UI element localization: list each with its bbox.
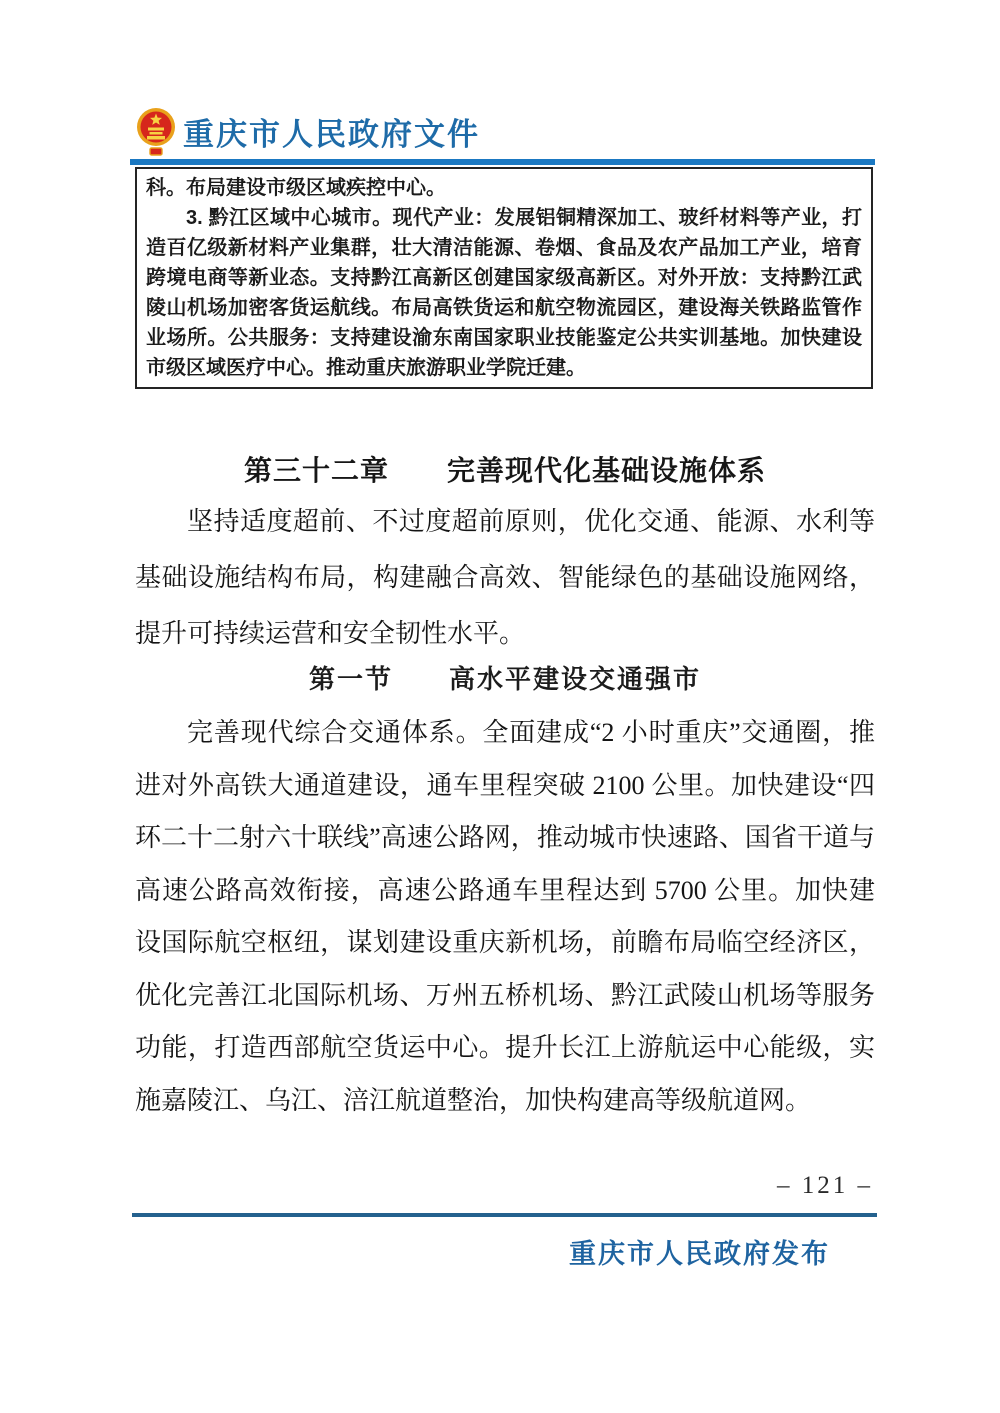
footer-publisher: 重庆市人民政府发布 [569, 1239, 830, 1269]
excerpt-box [135, 167, 873, 389]
excerpt-paragraph: 科。布局建设市级区域疾控中心。 [146, 177, 446, 199]
section-body-paragraph: 完善现代综合交通体系。全面建成“2 小时重庆”交通圈，推进对外高铁大通道建设，通车里程突破 2100 公里。加快建设“四环二十二射六十联线”高速公路网，推动城市快速路、国省干道与高速公路高效衔接，高速公路通车里程达到 5700 公里。加快建设国际航空枢纽，谋划建设重庆新机场，前瞻布局临空经济区，优化完善江北国际机场、万州五桥机场、黔江武陵山机场等服务功能，打造西部航空货运中心。提升长江上游航运中心能级，实施嘉陵江、乌江、涪江航道整治，加快构建高等级航道网。 [135, 718, 875, 1115]
document-header [136, 106, 480, 156]
china-national-emblem-icon [136, 106, 176, 156]
excerpt-paragraph: 3. 黔江区域中心城市。现代产业：发展铝铜精深加工、玻纤材料等产业，打造百亿级新材料产业集群，壮大清洁能源、卷烟、食品及农产品加工产业，培育跨境电商等新业态。支持黔江高新区创建国家级高新区。对外开放：支持黔江武陵山机场加密客货运航线。布局高铁货运和航空物流园区，建设海关铁路监管作业场所。公共服务：支持建设渝东南国家职业技能鉴定公共实训基地。加快建设市级区域医疗中心。推动重庆旅游职业学院迁建。 [146, 207, 862, 379]
footer-rule [132, 1213, 877, 1217]
chapter-title: 第三十二章 完善现代化基础设施体系 [243, 455, 766, 486]
chapter-intro-paragraph: 坚持适度超前、不过度超前原则，优化交通、能源、水利等基础设施结构布局，构建融合高效、智能绿色的基础设施网络，提升可持续运营和安全韧性水平。 [135, 507, 875, 648]
page-number: – 121 – [777, 1172, 873, 1199]
document-header-title: 重庆市人民政府文件 [183, 116, 480, 152]
header-rule [130, 159, 875, 165]
section-title: 第一节 高水平建设交通强市 [308, 665, 701, 694]
